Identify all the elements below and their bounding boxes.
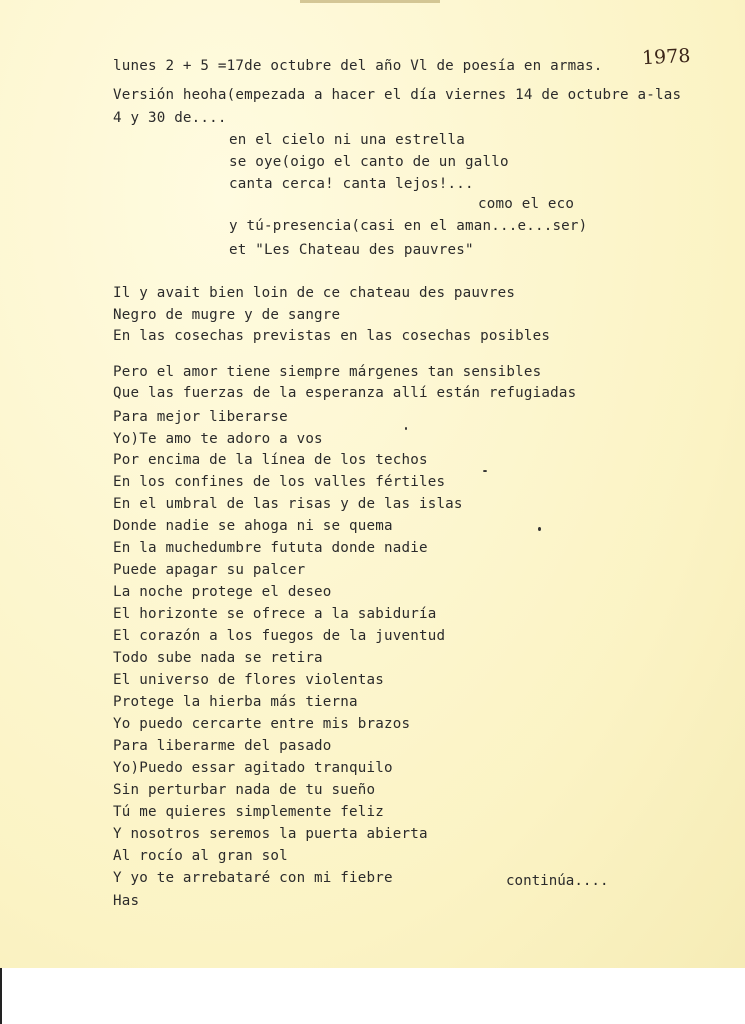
stanza-two-line: Yo)Te amo te adoro a vos xyxy=(113,431,323,447)
stanza-two-line: Para liberarme del pasado xyxy=(113,738,332,754)
intro-verse: se oye(oigo el canto de un gallo xyxy=(229,154,509,170)
stanza-two-line: Protege la hierba más tierna xyxy=(113,694,358,710)
stanza-two-line: Sin perturbar nada de tu sueño xyxy=(113,782,376,798)
intro-verse: canta cerca! canta lejos!... xyxy=(229,176,474,192)
stanza-two-line: En el umbral de las risas y de las islas xyxy=(113,496,463,512)
stanza-two-line: Para mejor liberarse xyxy=(113,409,288,425)
intro-verse: como el eco xyxy=(478,196,575,212)
stanza-one-line: En las cosechas previstas en las cosechas posibles xyxy=(113,328,551,344)
intro-verse: et "Les Chateau des pauvres" xyxy=(229,242,474,258)
stanza-two-line: Has xyxy=(113,893,140,909)
ink-speck xyxy=(405,427,407,430)
stanza-two-line: Y nosotros seremos la puerta abierta xyxy=(113,826,428,842)
stanza-one-line: Il y avait bien loin de ce chateau des pauvres xyxy=(113,285,516,301)
stanza-two-line: Al rocío al gran sol xyxy=(113,848,288,864)
continua-label: continúa.... xyxy=(506,873,609,889)
stanza-two-line: Puede apagar su palcer xyxy=(113,562,306,578)
stanza-one-line: Negro de mugre y de sangre xyxy=(113,307,341,323)
ink-speck xyxy=(538,527,541,531)
paper-top-edge-mark xyxy=(300,0,440,3)
stanza-two-line: El corazón a los fuegos de la juventud xyxy=(113,628,446,644)
header-line: 4 y 30 de.... xyxy=(113,110,227,126)
intro-verse: y tú-presencia(casi en el aman...e...ser) xyxy=(229,218,588,234)
header-line: lunes 2 + 5 =17de octubre del año Vl de poesía en armas. xyxy=(113,58,603,74)
stanza-two-line: Y yo te arrebataré con mi fiebre xyxy=(113,870,393,886)
stanza-two-line: Que las fuerzas de la esperanza allí están refugiadas xyxy=(113,385,577,401)
stanza-two-line: Por encima de la línea de los techos xyxy=(113,452,428,468)
stanza-two-line: Todo sube nada se retira xyxy=(113,650,323,666)
stanza-two-line: El universo de flores violentas xyxy=(113,672,384,688)
stanza-two-line: Yo)Puedo essar agitado tranquilo xyxy=(113,760,393,776)
stanza-two-line: Pero el amor tiene siempre márgenes tan sensibles xyxy=(113,364,542,380)
intro-verse: en el cielo ni una estrella xyxy=(229,132,466,148)
stanza-two-line: En la muchedumbre fututa donde nadie xyxy=(113,540,428,556)
handwritten-year: 1978 xyxy=(641,44,691,70)
scan-edge-line xyxy=(0,968,2,1024)
stanza-two-line: En los confines de los valles fértiles xyxy=(113,474,446,490)
stanza-two-line: Donde nadie se ahoga ni se quema xyxy=(113,518,393,534)
stanza-two-line: El horizonte se ofrece a la sabiduría xyxy=(113,606,437,622)
header-line: Versión heoha(empezada a hacer el día viernes 14 de octubre a-las xyxy=(113,87,682,103)
stanza-two-line: Yo puedo cercarte entre mis brazos xyxy=(113,716,411,732)
stanza-two-line: La noche protege el deseo xyxy=(113,584,332,600)
ink-speck xyxy=(483,470,487,472)
stanza-two-line: Tú me quieres simplemente feliz xyxy=(113,804,384,820)
